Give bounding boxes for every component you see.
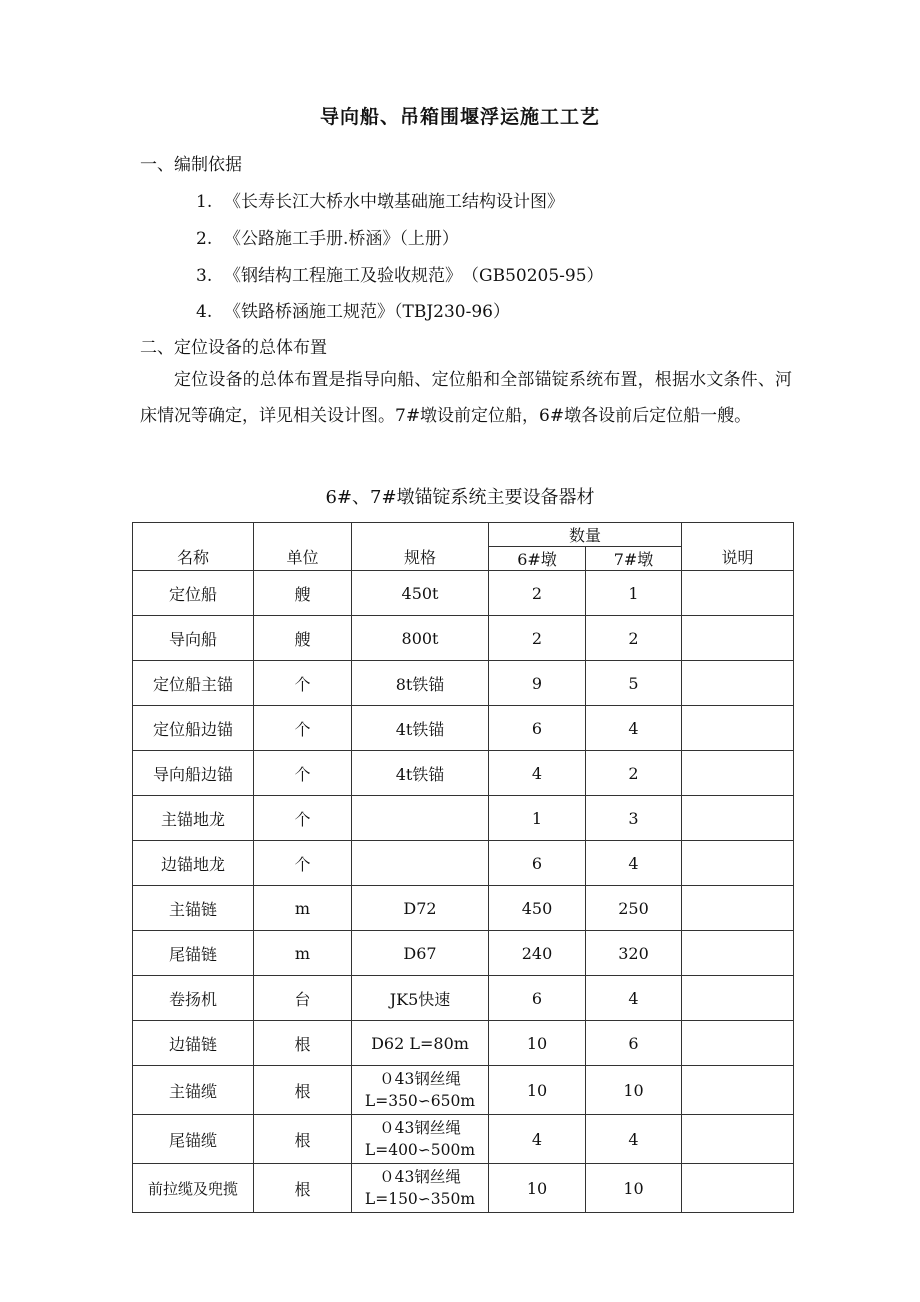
cell-spec: 4t铁锚 — [352, 751, 489, 796]
document-title: 导向船、吊箱围堰浮运施工工艺 — [319, 106, 600, 128]
cell-note — [682, 886, 794, 931]
reference-item — [196, 187, 564, 212]
reference-text: 《长寿长江大桥水中墩基础施工结构设计图》 — [224, 192, 564, 212]
cell-unit: m — [254, 886, 352, 931]
header-quantity: 数量 — [489, 523, 682, 547]
table-row — [133, 886, 794, 931]
cell-spec: 8t铁锚 — [352, 661, 489, 706]
cell-qty-7: 2 — [586, 751, 682, 796]
cell-qty-6: 2 — [489, 571, 586, 616]
cell-name: 前拉缆及兜揽 — [133, 1164, 254, 1213]
cell-spec: D62 L=80m — [352, 1021, 489, 1066]
cell-note — [682, 841, 794, 886]
cell-qty-7: 250 — [586, 886, 682, 931]
cell-unit: 根 — [254, 1115, 352, 1164]
header-note: 说明 — [682, 523, 794, 571]
cell-spec: D67 — [352, 931, 489, 976]
cell-qty-6: 2 — [489, 616, 586, 661]
cell-note — [682, 661, 794, 706]
cell-note — [682, 1164, 794, 1213]
cell-unit: 根 — [254, 1164, 352, 1213]
cell-note — [682, 976, 794, 1021]
cell-note — [682, 571, 794, 616]
cell-note — [682, 1115, 794, 1164]
reference-number: 2. — [196, 229, 213, 249]
cell-qty-6: 4 — [489, 1115, 586, 1164]
cell-qty-7: 4 — [586, 976, 682, 1021]
cell-name: 导向船边锚 — [133, 751, 254, 796]
reference-number: 1. — [196, 192, 213, 212]
section2-heading: 二、定位设备的总体布置 — [140, 338, 327, 358]
table-row — [133, 616, 794, 661]
table-row — [133, 1066, 794, 1115]
cell-unit: 个 — [254, 841, 352, 886]
cell-qty-7: 10 — [586, 1066, 682, 1115]
cell-qty-7: 4 — [586, 1115, 682, 1164]
cell-name: 定位船边锚 — [133, 706, 254, 751]
cell-unit: 个 — [254, 661, 352, 706]
table-row — [133, 796, 794, 841]
cell-unit: 根 — [254, 1021, 352, 1066]
cell-name: 尾锚链 — [133, 931, 254, 976]
header-spec: 规格 — [352, 523, 489, 571]
header-name: 名称 — [133, 523, 254, 571]
cell-spec — [352, 841, 489, 886]
cell-note — [682, 751, 794, 796]
spec-line-1: ０43钢丝绳 — [379, 1168, 461, 1186]
section1-heading: 一、编制依据 — [140, 155, 242, 175]
reference-text: 《铁路桥涵施工规范》（TBJ230-96） — [224, 302, 510, 322]
table-row — [133, 1164, 794, 1213]
cell-unit: 根 — [254, 1066, 352, 1115]
cell-qty-7: 320 — [586, 931, 682, 976]
header-pier-6: 6#墩 — [489, 547, 586, 571]
cell-name: 主锚地龙 — [133, 796, 254, 841]
cell-qty-6: 6 — [489, 841, 586, 886]
cell-name: 卷扬机 — [133, 976, 254, 1021]
spec-line-2: L=150∽350m — [364, 1190, 476, 1208]
table-row — [133, 1115, 794, 1164]
cell-spec: 4t铁锚 — [352, 706, 489, 751]
table-caption: 6#、7#墩锚锭系统主要设备器材 — [325, 487, 595, 508]
cell-qty-6: 10 — [489, 1164, 586, 1213]
reference-item — [196, 224, 459, 249]
cell-qty-7: 6 — [586, 1021, 682, 1066]
equipment-table — [132, 522, 794, 1213]
cell-qty-7: 5 — [586, 661, 682, 706]
cell-qty-6: 1 — [489, 796, 586, 841]
cell-qty-7: 3 — [586, 796, 682, 841]
table-row — [133, 1021, 794, 1066]
header-unit: 单位 — [254, 523, 352, 571]
cell-spec — [352, 1164, 489, 1213]
cell-qty-6: 9 — [489, 661, 586, 706]
cell-name: 定位船 — [133, 571, 254, 616]
cell-spec — [352, 1115, 489, 1164]
cell-unit: 艘 — [254, 616, 352, 661]
cell-unit: 个 — [254, 796, 352, 841]
reference-text: 《公路施工手册.桥涵》（上册） — [224, 229, 459, 249]
cell-qty-6: 6 — [489, 706, 586, 751]
cell-name: 边锚地龙 — [133, 841, 254, 886]
table-row — [133, 751, 794, 796]
cell-spec: 800t — [352, 616, 489, 661]
cell-unit: 台 — [254, 976, 352, 1021]
table-row — [133, 931, 794, 976]
cell-qty-7: 4 — [586, 841, 682, 886]
table-row — [133, 706, 794, 751]
cell-qty-6: 10 — [489, 1021, 586, 1066]
spec-line-1: ０43钢丝绳 — [379, 1119, 461, 1137]
table-row — [133, 571, 794, 616]
reference-number: 4. — [196, 302, 213, 322]
cell-qty-7: 4 — [586, 706, 682, 751]
cell-qty-7: 10 — [586, 1164, 682, 1213]
spec-line-2: L=400∽500m — [364, 1141, 476, 1159]
cell-unit: m — [254, 931, 352, 976]
cell-spec: JK5快速 — [352, 976, 489, 1021]
cell-qty-6: 4 — [489, 751, 586, 796]
cell-name: 导向船 — [133, 616, 254, 661]
cell-spec — [352, 796, 489, 841]
cell-spec — [352, 1066, 489, 1115]
cell-note — [682, 796, 794, 841]
cell-name: 尾锚缆 — [133, 1115, 254, 1164]
table-row — [133, 976, 794, 1021]
section2-paragraph: 定位设备的总体布置是指导向船、定位船和全部锚锭系统布置，根据水文条件、河床情况等确定，详见相关设计图。7#墩设前定位船，6#墩各设前后定位船一艘。 — [140, 370, 792, 426]
table-row — [133, 661, 794, 706]
reference-item — [196, 297, 510, 322]
cell-spec: D72 — [352, 886, 489, 931]
cell-note — [682, 706, 794, 751]
cell-spec: 450t — [352, 571, 489, 616]
header-pier-7: 7#墩 — [586, 547, 682, 571]
cell-note — [682, 1021, 794, 1066]
cell-qty-6: 240 — [489, 931, 586, 976]
spec-line-1: ０43钢丝绳 — [379, 1070, 461, 1088]
reference-number: 3. — [196, 266, 213, 286]
cell-qty-6: 6 — [489, 976, 586, 1021]
table-row — [133, 841, 794, 886]
cell-unit: 个 — [254, 751, 352, 796]
cell-qty-6: 450 — [489, 886, 586, 931]
reference-text: 《钢结构工程施工及验收规范》 （GB50205-95） — [224, 266, 604, 286]
cell-unit: 个 — [254, 706, 352, 751]
cell-qty-6: 10 — [489, 1066, 586, 1115]
cell-name: 主锚缆 — [133, 1066, 254, 1115]
cell-unit: 艘 — [254, 571, 352, 616]
cell-name: 定位船主锚 — [133, 661, 254, 706]
cell-qty-7: 2 — [586, 616, 682, 661]
cell-qty-7: 1 — [586, 571, 682, 616]
reference-item — [196, 261, 604, 286]
cell-name: 边锚链 — [133, 1021, 254, 1066]
spec-line-2: L=350∽650m — [364, 1092, 476, 1110]
cell-note — [682, 931, 794, 976]
cell-note — [682, 616, 794, 661]
cell-note — [682, 1066, 794, 1115]
cell-name: 主锚链 — [133, 886, 254, 931]
